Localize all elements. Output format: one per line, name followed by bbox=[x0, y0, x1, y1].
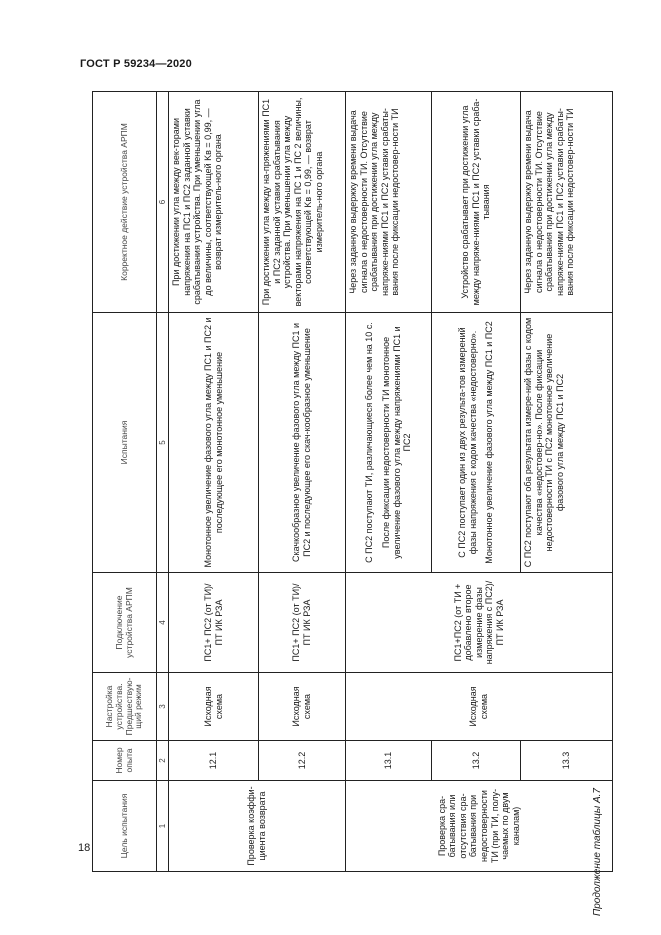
connection-cell: ПС1+ПС2 (от ТИ + добавлено второе измерение фазы напряжения с ПС2)/ПТ ИК РЗА bbox=[346, 573, 613, 673]
table-row bbox=[259, 92, 346, 872]
col-number: 4 bbox=[157, 573, 169, 673]
test-number-cell: 13.2 bbox=[432, 741, 521, 781]
test-text-part-b: После фиксации недостоверности ТИ монотонное увеличение фазового угла между напряжениями ПС1 и ПС2 bbox=[380, 326, 413, 559]
setup-cell: Исходная схема bbox=[346, 673, 613, 741]
rotated-table-area bbox=[92, 92, 612, 916]
action-cell: При достижении угла между век-торами напряжения на ПС1 и ПС2 заданной уставки срабатывания устройства. При уменьшении угла до величины, соответствующей Kв = 0,99, — возврат измеритель-ного органа bbox=[169, 92, 259, 313]
table-row bbox=[432, 92, 521, 872]
table-row bbox=[169, 92, 259, 872]
connection-cell: ПС1+ ПС2 (от ТИ)/ ПТ ИК РЗА bbox=[169, 573, 259, 673]
column-number-row bbox=[157, 92, 169, 872]
col-header-setup: Настройка устройства. Предшествую-щий режим bbox=[93, 673, 157, 741]
action-cell: При достижении угла между на-пряжениями ПС1 и ПС2 заданной уставки срабатывания устройства. При уменьшении угла между векторами напряжения на ПС 1 и ПС 2 величины, соответствующей Kв = 0,99, — возврат измеритель-ного органа bbox=[259, 92, 346, 313]
purpose-cell: Проверка коэффи-циента возврата bbox=[169, 781, 346, 872]
test-number-cell: 12.1 bbox=[169, 741, 259, 781]
test-table bbox=[92, 91, 613, 872]
col-header-connection: Подключение устройства АРПМ bbox=[93, 573, 157, 673]
test-text-part-b: Монотонное увеличение фазового угла между ПС1 и ПС2 bbox=[484, 321, 495, 564]
test-number-cell: 13.3 bbox=[521, 741, 613, 781]
col-number: 1 bbox=[157, 781, 169, 872]
setup-cell: Исходная схема bbox=[169, 673, 259, 741]
setup-cell: Исходная схема bbox=[259, 673, 346, 741]
test-cell: Монотонное увеличение фазового угла между ПС1 и ПС2 и последующее его монотонное уменьшение bbox=[169, 313, 259, 573]
page-number: 18 bbox=[78, 842, 91, 854]
test-text-part-a: С ПС2 поступают ТИ, различающиеся более чем на 10 с. bbox=[364, 322, 375, 563]
test-number-cell: 13.1 bbox=[346, 741, 432, 781]
col-number: 6 bbox=[157, 92, 169, 313]
table-caption: Продолжение таблицы А.7 bbox=[592, 788, 603, 916]
test-cell bbox=[432, 313, 521, 573]
test-cell bbox=[346, 313, 432, 573]
test-number-cell: 12.2 bbox=[259, 741, 346, 781]
col-header-purpose: Цель испытания bbox=[93, 781, 157, 872]
col-number: 5 bbox=[157, 313, 169, 573]
action-cell: Через заданную выдержку времени выдача сигнала о недостоверности ТИ. Отсутствие срабатывания при достижении угла между напряже-ниями ПС1 и ПС2 уставки срабаты-вания после фиксации недостовер-ности ТИ bbox=[346, 92, 432, 313]
col-number: 3 bbox=[157, 673, 169, 741]
table-header-row bbox=[93, 92, 157, 872]
col-header-action: Корректное действие устройства АРПМ bbox=[93, 92, 157, 313]
col-header-num: Номер опыта bbox=[93, 741, 157, 781]
col-number: 2 bbox=[157, 741, 169, 781]
purpose-cell: Проверка сра-батывания или отсутствия сра-батывания при недостоверности ТИ (при ТИ, полу-чаемых по двум каналам) bbox=[346, 781, 613, 872]
test-cell: С ПС2 поступают оба результата измере-ний фазы с кодом качества «недостовер-но». После фиксации недостоверности ТИ с ПС2 монотонное увеличение фазового угла между ПС1 и ПС2 bbox=[521, 313, 613, 573]
action-cell: Устройство срабатывает при достижении угла между напряже-ниями ПС1 и ПС2 уставки сраба-тывания bbox=[432, 92, 521, 313]
table-row bbox=[346, 92, 432, 872]
action-cell: Через заданную выдержку времени выдача сигнала о недостоверности ТИ. Отсутствие срабатывания при достижении угла между напряже-ниями ПС1 и ПС2 уставки срабаты-вания после фиксации недостовер-ности ТИ bbox=[521, 92, 613, 313]
document-header: ГОСТ Р 59234—2020 bbox=[80, 58, 192, 70]
table-row bbox=[521, 92, 613, 872]
col-header-test: Испытания bbox=[93, 313, 157, 573]
test-cell: Скачкообразное увеличение фазового угла между ПС1 и ПС2 и последующее его скач-кообразное уменьшение bbox=[259, 313, 346, 573]
test-text-part-a: С ПС2 поступает один из двух результа-тов измерений фазы напряжения с кодом качества «недостоверно». bbox=[457, 327, 478, 558]
connection-cell: ПС1+ ПС2 (от ТИ)/ ПТ ИК РЗА bbox=[259, 573, 346, 673]
